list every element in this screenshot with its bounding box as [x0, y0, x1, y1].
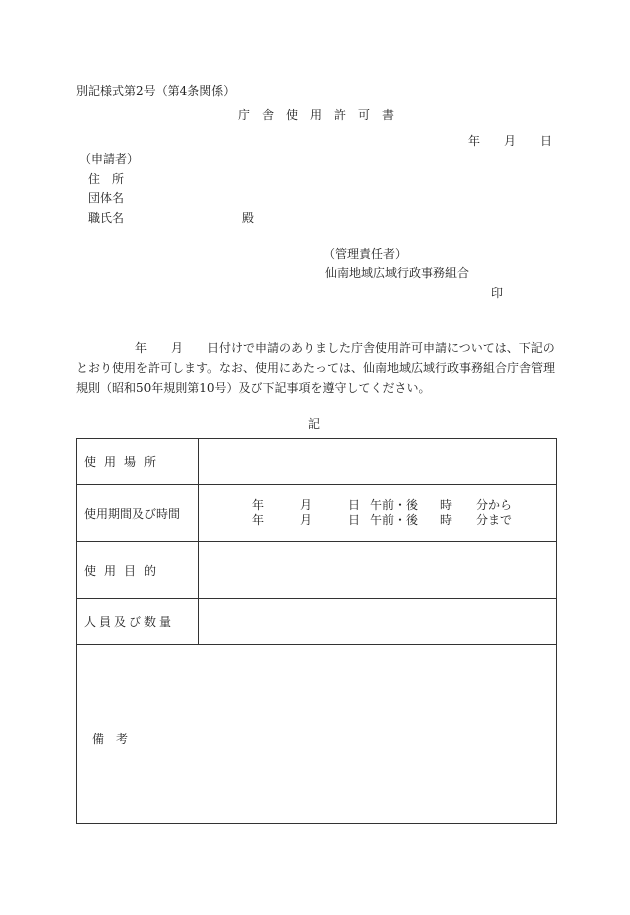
applicant-org-label: 団体名	[88, 191, 125, 205]
period-from-hour: 時	[440, 498, 453, 512]
period-value-cell	[199, 485, 557, 542]
period-to-day: 日	[348, 513, 361, 527]
document-title: 庁 舎 使 用 許 可 書	[238, 108, 395, 122]
period-to-month: 月	[300, 513, 313, 527]
manager-org: 仙南地域広域行政事務組合	[325, 266, 470, 280]
period-from-line	[199, 498, 556, 513]
table-row-purpose	[77, 542, 557, 599]
people-label: 人員及び数量	[77, 599, 199, 645]
place-label: 使用場所	[77, 439, 199, 485]
period-from-month: 月	[300, 498, 313, 512]
period-to-min: 分まで	[476, 513, 513, 527]
applicant-address-label: 住 所	[88, 172, 125, 186]
body-year: 年	[135, 341, 148, 355]
table-row-remarks	[77, 645, 557, 824]
applicant-name-label: 職氏名	[88, 211, 125, 225]
date-month: 月	[504, 134, 517, 148]
applicant-honorific: 殿	[242, 211, 255, 225]
body-line1-text: 日付けで申請のありました庁舎使用許可申請については、下記の	[207, 341, 555, 355]
purpose-value-cell	[199, 542, 557, 599]
body-line2: とおり使用を許可します。なお、使用にあたっては、仙南地域広域行政事務組合庁舎管理	[76, 361, 556, 375]
table-row-place	[77, 439, 557, 485]
table-row-people	[77, 599, 557, 645]
body-line3: 規則（昭和50年規則第10号）及び下記事項を遵守してください。	[76, 381, 431, 395]
purpose-label: 使用目的	[77, 542, 199, 599]
seal-mark: 印	[491, 286, 504, 300]
form-reference: 別記様式第2号（第4条関係）	[76, 84, 236, 98]
remarks-label: 備 考	[92, 731, 129, 746]
body-month: 月	[171, 341, 184, 355]
people-value-cell	[199, 599, 557, 645]
usage-table	[76, 438, 557, 824]
manager-heading: （管理責任者）	[323, 247, 408, 261]
period-to-year: 年	[252, 513, 265, 527]
period-to-hour: 時	[440, 513, 453, 527]
period-from-day: 日	[348, 498, 361, 512]
period-from-year: 年	[252, 498, 265, 512]
period-from-ampm: 午前・後	[370, 498, 419, 512]
remarks-cell	[77, 645, 557, 824]
date-year: 年	[468, 134, 481, 148]
table-row-period	[77, 485, 557, 542]
place-value-cell	[199, 439, 557, 485]
applicant-heading: （申請者）	[79, 152, 140, 166]
period-to-line	[199, 513, 556, 528]
date-day: 日	[540, 134, 553, 148]
period-from-min: 分から	[476, 498, 513, 512]
period-label: 使用期間及び時間	[77, 485, 199, 542]
period-to-ampm: 午前・後	[370, 513, 419, 527]
ki-heading: 記	[308, 417, 321, 431]
